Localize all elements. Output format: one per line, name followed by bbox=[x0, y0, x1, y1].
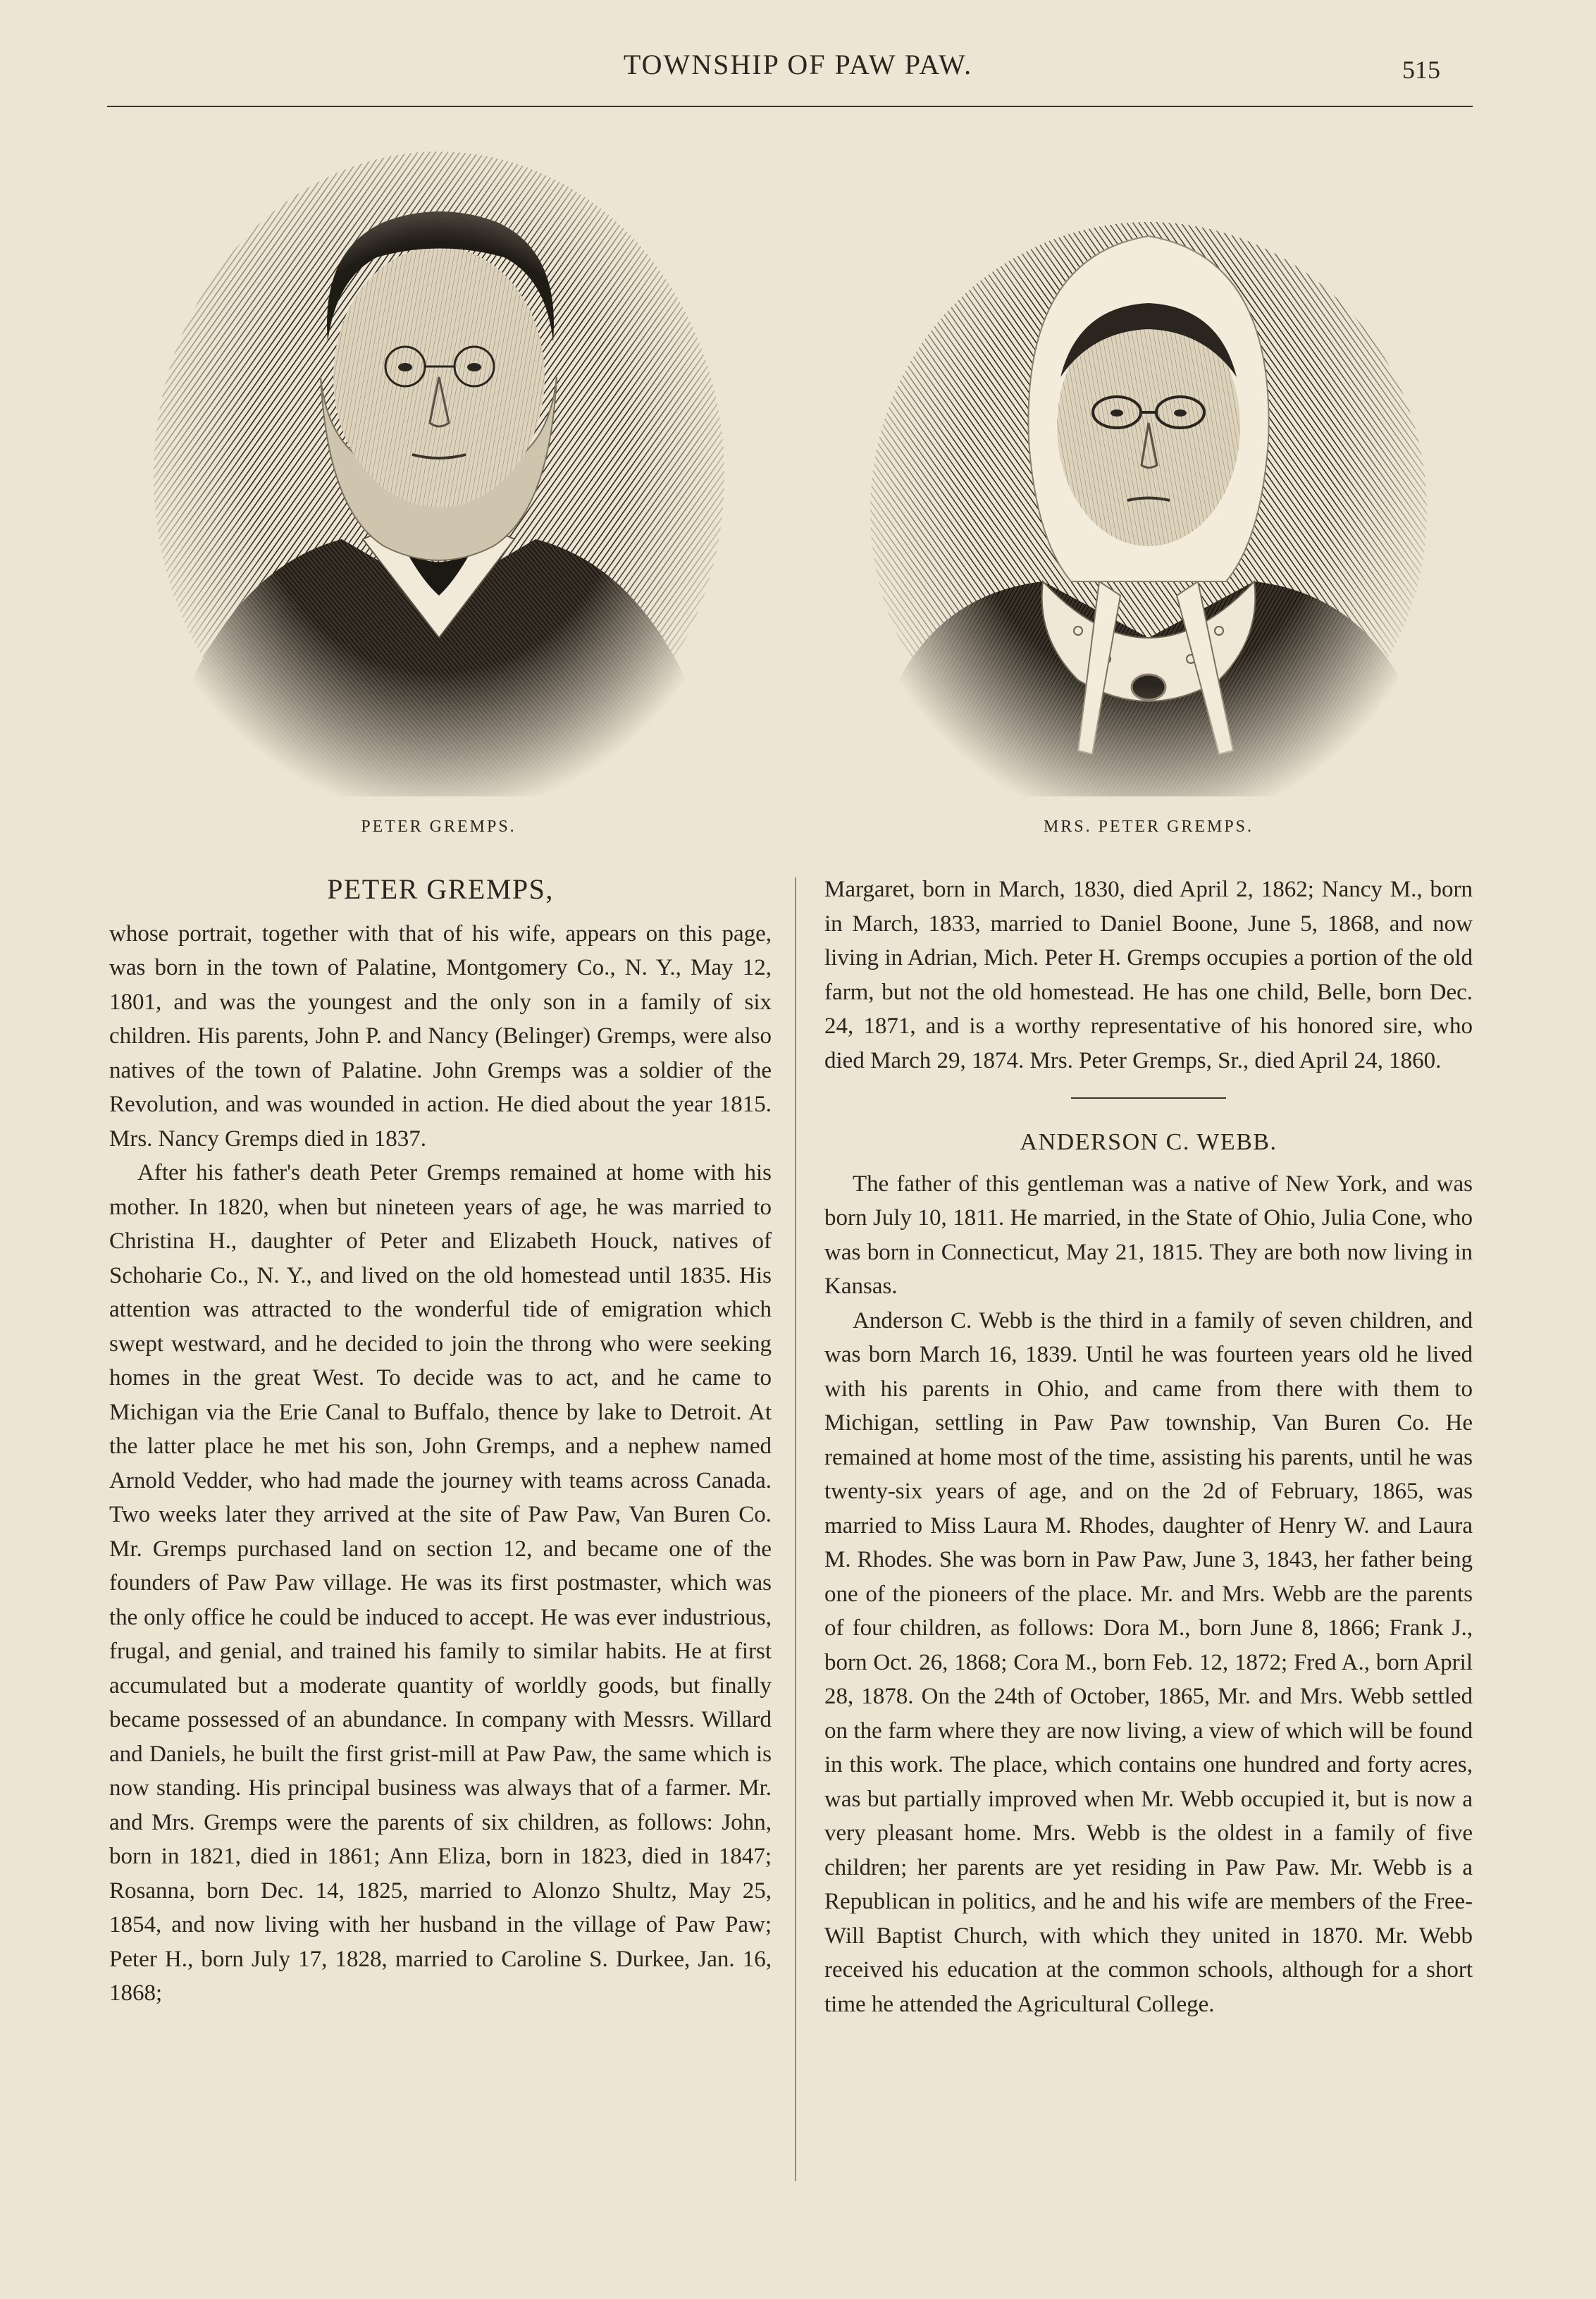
caption-mrs-peter-gremps: MRS. PETER GREMPS. bbox=[1043, 818, 1254, 836]
header-rule bbox=[107, 106, 1473, 107]
portrait-peter-gremps bbox=[151, 144, 726, 796]
paragraph: whose portrait, together with that of his wife, appears on this page, was born in the town of Palatine, Montgomery Co., N. Y., May 12, 1801, and was the youngest and the only son in a family of six children. His parents, John P. and Nancy (Belinger) Gremps, were also natives of the town of Palatine. John Gremps was a soldier of the Revolution, and was wounded in action. He died about the year 1815. Mrs. Nancy Gremps died in 1837. bbox=[109, 920, 772, 1152]
paragraph: Anderson C. Webb is the third in a family of seven children, and was born March 16, 1839. Until he was fourteen years old he lived with his parents in Ohio, and came from there with them to Michigan, settling in Paw Paw township, Van Buren Co. He remained at home most of the time, assisting his parents, until he was twenty-six years of age, and on the 2d of February, 1865, was married to Miss Laura M. Rhodes, daughter of Henry W. and Laura M. Rhodes. She was born in Paw Paw, June 3, 1843, her father being one of the pioneers of the place. Mr. and Mrs. Webb are the parents of four children, as follows: Dora M., born June 8, 1866; Frank J., born Oct. 26, 1868; Cora M., born Feb. 12, 1872; Fred A., born April 28, 1878. On the 24th of October, 1865, Mr. and Mrs. Webb settled on the farm where they are now living, a view of which will be found in this work. The place, which contains one hundred and forty acres, was but partially improved when Mr. Webb occupied it, but is now a very pleasant home. Mrs. Webb is the oldest in a family of five children; her parents are yet residing in Paw Paw. Mr. Webb is a Republican in politics, and he and his wife are members of the Free-Will Baptist Church, with which they united in 1870. Mr. Webb received his education at the common schools, although for a short time he attended the Agricultural College. bbox=[824, 1307, 1473, 2017]
column-divider bbox=[795, 877, 796, 2181]
caption-peter-gremps: PETER GREMPS. bbox=[361, 818, 516, 836]
left-column bbox=[109, 873, 772, 2011]
section-divider bbox=[1071, 1097, 1226, 1099]
heading-peter-gremps: PETER GREMPS, bbox=[327, 873, 554, 905]
paragraph: The father of this gentleman was a native of New York, and was born July 10, 1811. He married, in the State of Ohio, Julia Cone, who was born in Connecticut, May 21, 1815. They are both now living in Kansas. bbox=[824, 1171, 1473, 1299]
right-column bbox=[824, 873, 1473, 2021]
paragraph: After his father's death Peter Gremps remained at home with his mother. In 1820, when but nineteen years of age, he was married to Christina H., daughter of Peter and Elizabeth Houck, natives of Schoharie Co., N. Y., and lived on the old homestead until 1835. His attention was attracted to the wonderful tide of emigration which swept westward, and he decided to join the throng who were seeking homes in the great West. To decide was to act, and he came to Michigan via the Erie Canal to Buffalo, thence by lake to Detroit. At the latter place he met his son, John Gremps, and a nephew named Arnold Vedder, who had made the journey with teams across Canada. Two weeks later they arrived at the site of Paw Paw, Van Buren Co. Mr. Gremps purchased land on section 12, and became one of the founders of Paw Paw village. He was its first postmaster, which was the only office he could be induced to accept. He was ever industrious, frugal, and genial, and trained his family to similar habits. He at first accumulated but a moderate quantity of worldly goods, but finally became possessed of an abundance. In company with Messrs. Willard and Daniels, he built the first grist-mill at Paw Paw, the same which is now standing. His principal business was always that of a farmer. Mr. and Mrs. Gremps were the parents of six children, as follows: John, born in 1821, died in 1861; Ann Eliza, born in 1823, died in 1847; Rosanna, born Dec. 14, 1825, married to Alonzo Shultz, May 25, 1854, and now living with her husband in the village of Paw Paw; Peter H., born July 17, 1828, married to Caroline S. Durkee, Jan. 16, 1868; bbox=[109, 1160, 772, 2006]
heading-anderson-c-webb: ANDERSON C. WEBB. bbox=[1020, 1129, 1278, 1155]
running-header: TOWNSHIP OF PAW PAW. bbox=[623, 49, 973, 80]
paragraph: Margaret, born in March, 1830, died April 2, 1862; Nancy M., born in March, 1833, married to Daniel Boone, June 5, 1868, and now living in Adrian, Mich. Peter H. Gremps occupies a portion of the old farm, but not the old homestead. He has one child, Belle, born Dec. 24, 1871, and is a worthy representative of his honored sire, who died March 29, 1874. Mrs. Peter Gremps, Sr., died April 24, 1860. bbox=[824, 877, 1473, 1073]
page-number: 515 bbox=[1402, 56, 1440, 84]
portrait-mrs-peter-gremps bbox=[867, 144, 1430, 796]
